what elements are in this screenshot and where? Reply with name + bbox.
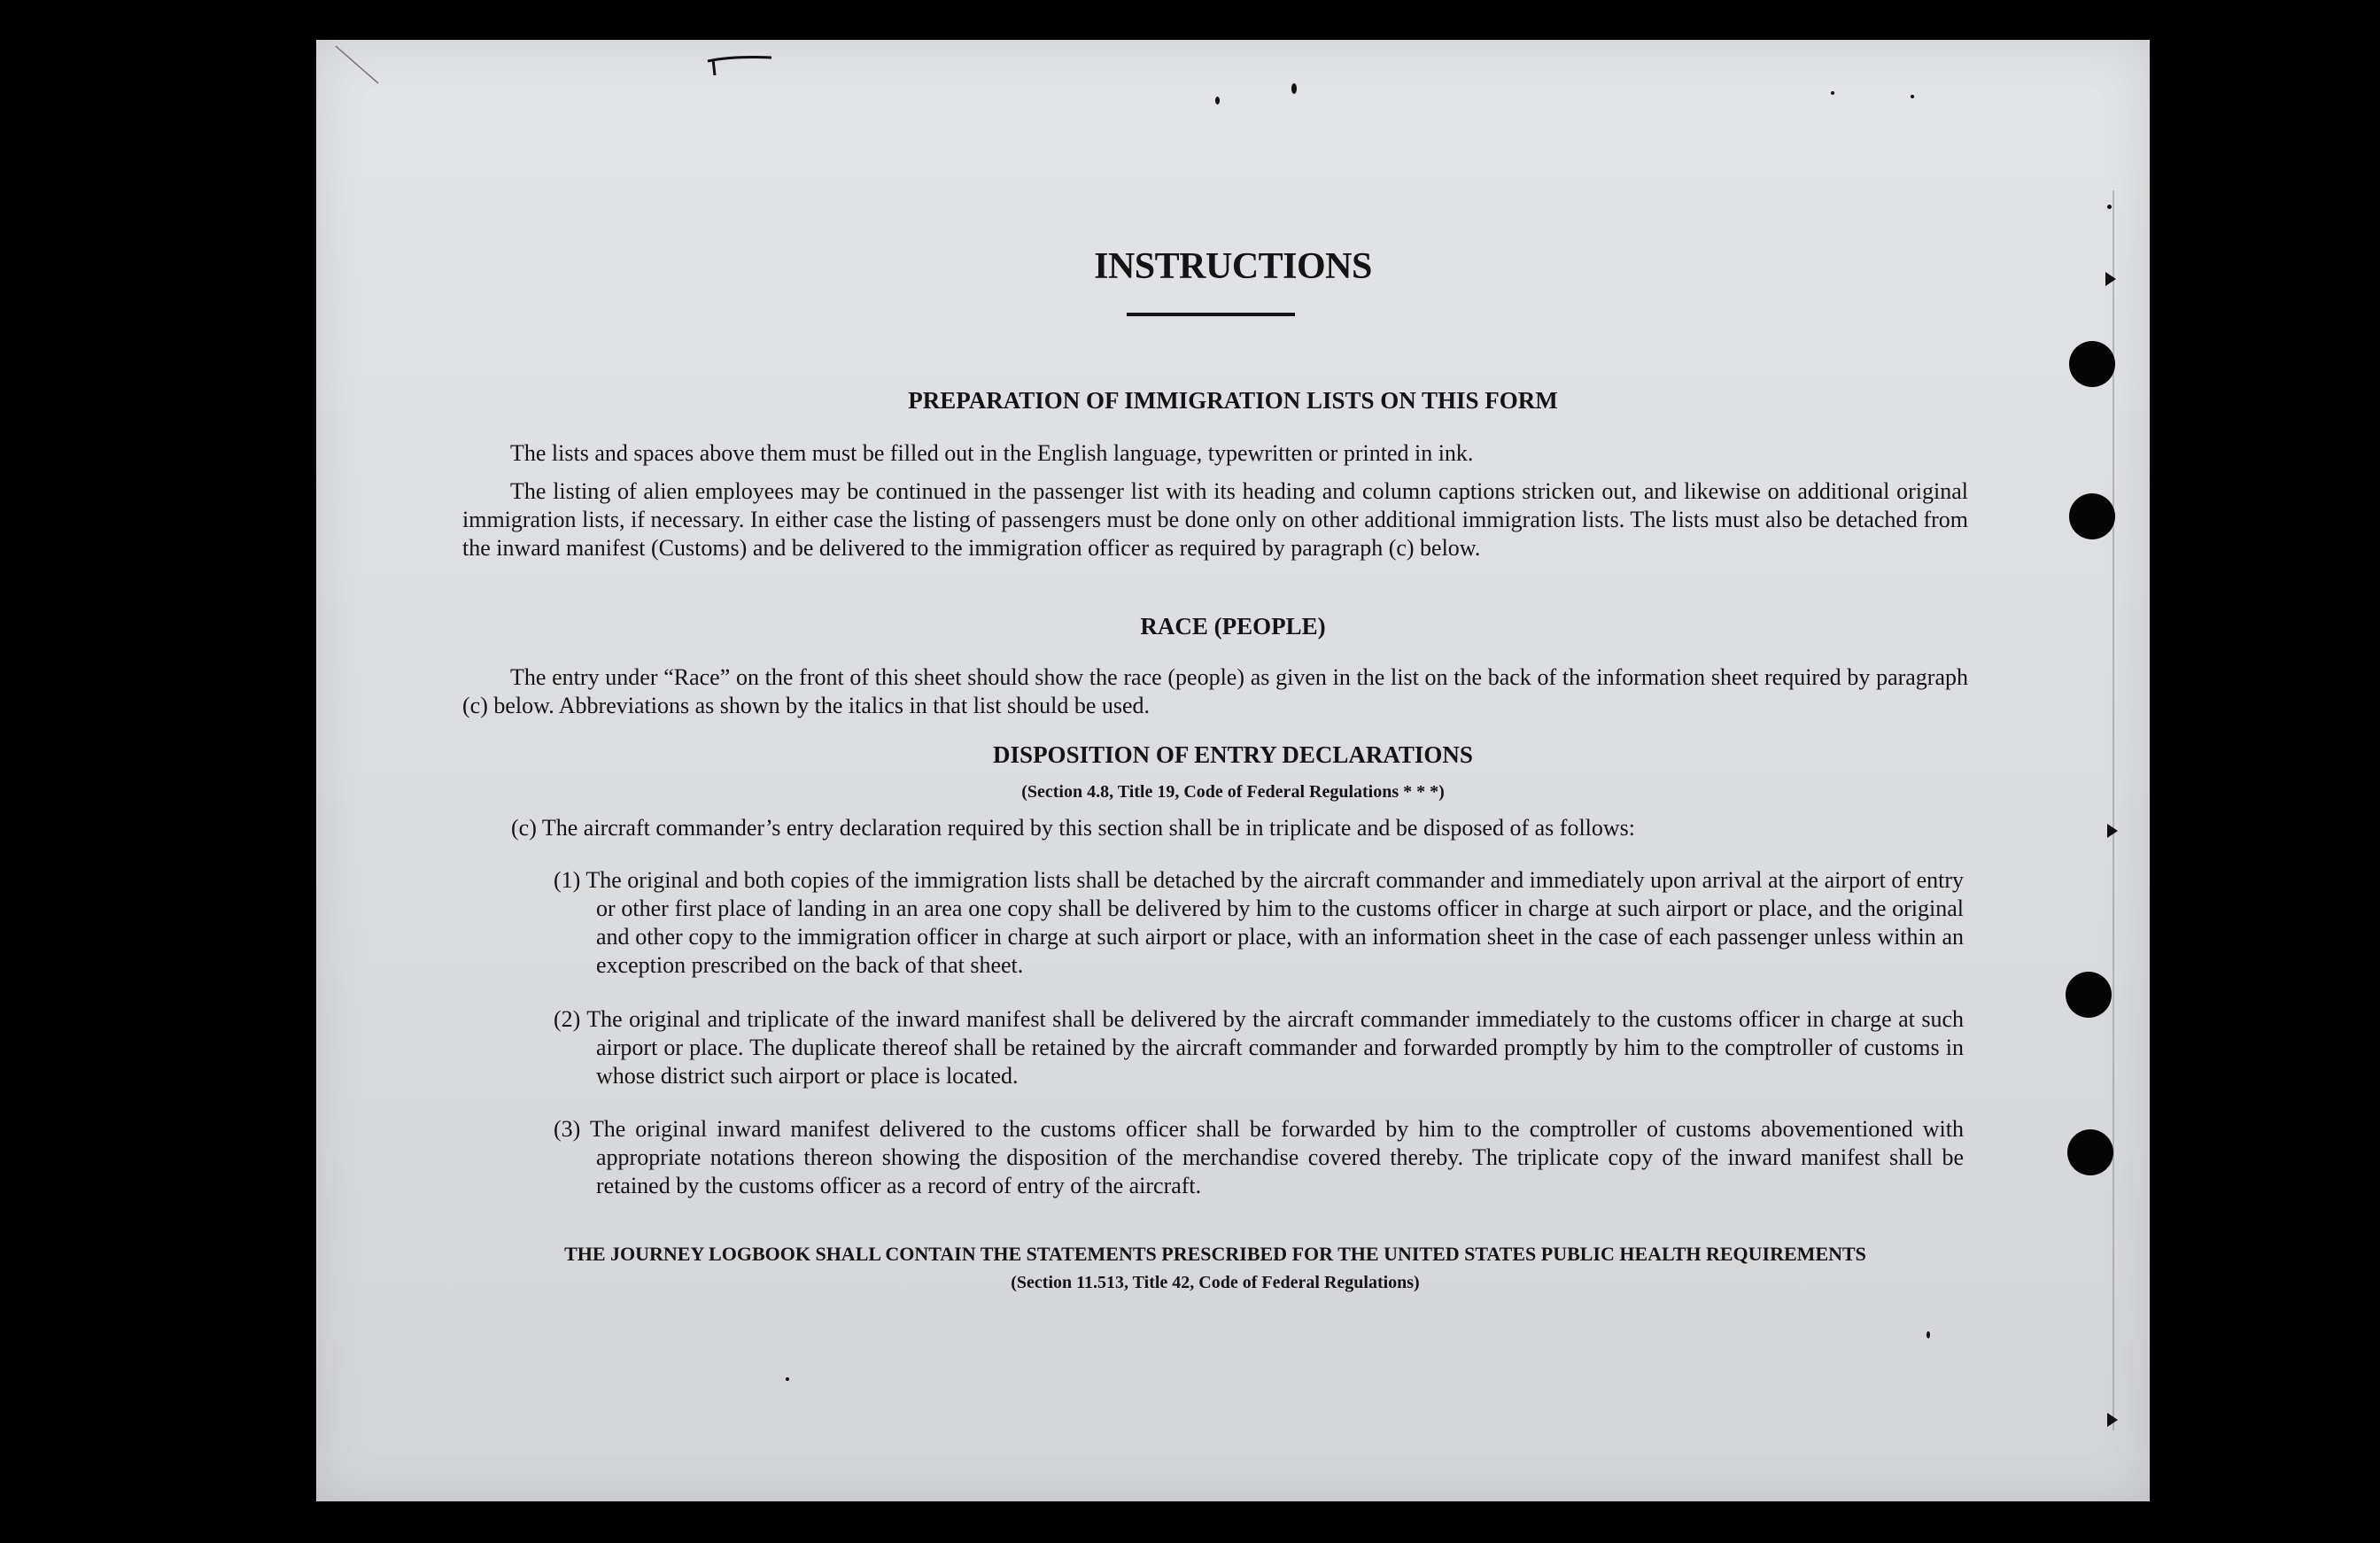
public-health-statement: THE JOURNEY LOGBOOK SHALL CONTAIN THE STATEMENTS PRESCRIBED FOR THE UNITED STATES PUBLIC HEALTH REQUIREMENTS	[564, 1243, 1866, 1265]
punch-hole	[2067, 1129, 2113, 1175]
margin-arrow-mark	[2107, 824, 2118, 838]
title-underline	[1127, 313, 1295, 316]
scan-speck	[2107, 205, 2112, 209]
punch-hole	[2066, 972, 2112, 1018]
scan-speck	[1215, 97, 1220, 105]
punch-hole	[2069, 341, 2115, 387]
preparation-heading: PREPARATION OF IMMIGRATION LISTS ON THIS FORM	[908, 387, 1558, 414]
corner-scratch-mark	[706, 49, 777, 84]
scan-speck	[1831, 91, 1834, 95]
margin-arrow-mark	[2107, 1413, 2118, 1427]
scan-speck	[1926, 1331, 1930, 1338]
public-health-citation: (Section 11.513, Title 42, Code of Federal Regulations)	[1011, 1273, 1420, 1292]
document-title: INSTRUCTIONS	[1094, 246, 1372, 287]
disposition-heading: DISPOSITION OF ENTRY DECLARATIONS	[993, 741, 1473, 768]
page-edge-shadow	[2113, 190, 2114, 1431]
scan-speck	[786, 1377, 789, 1381]
preparation-paragraph-1: The lists and spaces above them must be filled out in the English language, typewritten or printed in ink.	[510, 440, 1474, 466]
punch-hole	[2069, 493, 2115, 539]
disposition-item-2: (2) The original and triplicate of the inward manifest shall be delivered by the aircraft commander immediately to the customs officer in charge at such airport or place. The duplicate thereof shall be retained by the aircraft commander and forwarded promptly by him to the comptroller of customs in whose district such airport or place is located.	[554, 1006, 1964, 1089]
document-page	[316, 40, 2150, 1501]
scan-speck	[1911, 95, 1914, 98]
disposition-citation: (Section 4.8, Title 19, Code of Federal Regulations * * *)	[1021, 782, 1445, 802]
race-paragraph: The entry under “Race” on the front of this sheet should show the race (people) as given in the list on the back of the information sheet required by paragraph (c) below. Abbreviations as shown by the italics in that list should be used.	[462, 664, 1968, 718]
preparation-paragraph-2: The listing of alien employees may be continued in the passenger list with its heading and column captions stricken out, and likewise on additional original immigration lists, if necessary. In either case the listing of passengers must be done only on other additional immigration lists. The lists must also be detached from the inward manifest (Customs) and be delivered to the immigration officer as required by paragraph (c) below.	[462, 478, 1968, 561]
scan-speck	[1291, 83, 1297, 94]
race-heading: RACE (PEOPLE)	[1140, 613, 1326, 640]
disposition-item-1: (1) The original and both copies of the immigration lists shall be detached by the aircraft commander and immediately upon arrival at the airport of entry or other first place of landing in an area one copy shall be delivered by him to the customs officer in charge at such airport or place, and the original and other copy to the immigration officer in charge at such airport or place, with an information sheet in the case of each passenger unless within an exception prescribed on the back of that sheet.	[554, 867, 1964, 978]
disposition-intro: (c) The aircraft commander’s entry declaration required by this section shall be in triplicate and be disposed of as follows:	[511, 815, 1636, 841]
corner-crease-mark	[334, 44, 387, 89]
disposition-item-3: (3) The original inward manifest delivered to the customs officer shall be forwarded by him to the comptroller of customs abovementioned with appropriate notations thereon showing the disposition of the merchandise covered thereby. The triplicate copy of the inward manifest shall be retained by the customs officer as a record of entry of the aircraft.	[554, 1116, 1964, 1198]
